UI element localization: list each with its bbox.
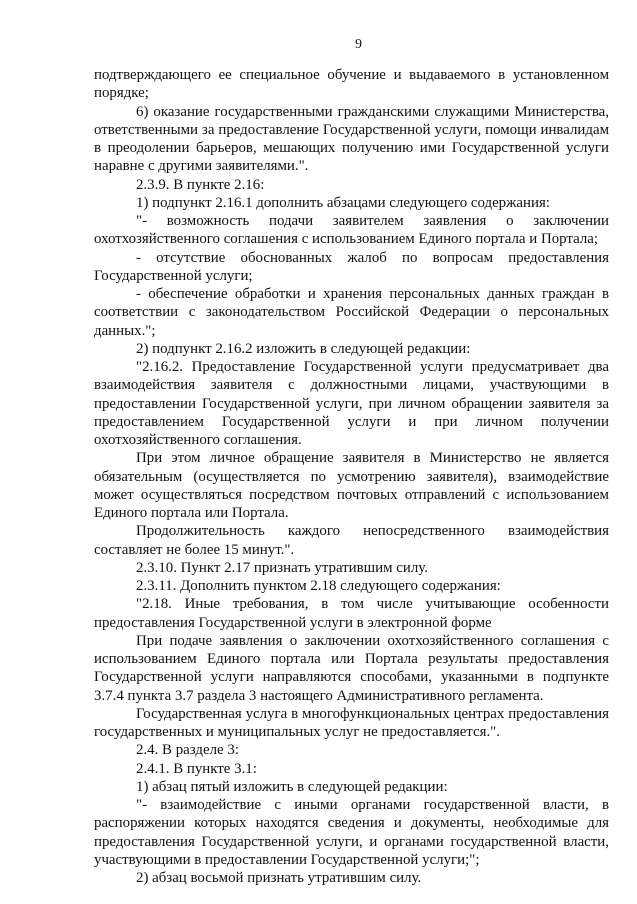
paragraph: - отсутствие обоснованных жалоб по вопросам предоставления Государственной услуги; [94, 249, 609, 284]
paragraph: 1) подпункт 2.16.1 дополнить абзацами следующего содержания: [136, 194, 550, 211]
paragraph: 2.3.9. В пункте 2.16: [136, 176, 265, 193]
paragraph: 2.3.10. Пункт 2.17 признать утратившим силу. [136, 559, 428, 576]
paragraph: "2.18. Иные требования, в том числе учитывающие особенности предоставления Государственной услуги в электронной форме [94, 596, 609, 631]
paragraph: Продолжительность каждого непосредственного взаимодействия составляет не более 15 минут.". [94, 523, 609, 558]
paragraph: 2.4.1. В пункте 3.1: [136, 760, 257, 777]
paragraph: 6) оказание государственными гражданскими служащими Министерства, ответственными за предоставление Государственной услуги, помощи инвалидам в преодолении барьеров, мешающих получению ими Государственной услуги наравне с другими заявителями.". [94, 103, 609, 175]
paragraph: Государственная услуга в многофункциональных центрах предоставления государственных и муниципальных услуг не предоставляется.". [94, 705, 609, 740]
page-number: 9 [355, 37, 362, 52]
paragraph: При этом личное обращение заявителя в Министерство не является обязательным (осуществляется по усмотрению заявителя), взаимодействие может осуществляться посредством почтовых отправлений с использованием Единого портала или Портала. [94, 450, 609, 521]
paragraph: "- взаимодействие с иными органами государственной власти, в распоряжении которых находятся сведения и документы, необходимые для предоставления Государственной услуги, и органами государственной власти, участвующими в предоставлении Государственной услуги;"; [94, 797, 609, 868]
paragraph: "- возможность подачи заявителем заявления о заключении охотхозяйственного соглашения с использованием Единого портала и Портала; [94, 213, 609, 248]
paragraph: 1) абзац пятый изложить в следующей редакции: [136, 778, 448, 795]
paragraph: подтверждающего ее специальное обучение и выдаваемого в установленном порядке; [94, 67, 609, 102]
paragraph: "2.16.2. Предоставление Государственной услуги предусматривает два взаимодействия заявителя с должностными лицами, участвующими в предоставлении Государственной услуги, при личном обращении заявителя за предоставлением Государственной услуги и при личном получении охотхозяйственного соглашения. [94, 359, 609, 448]
paragraph: 2.4. В разделе 3: [136, 742, 239, 759]
paragraph: 2) абзац восьмой признать утратившим силу. [136, 870, 422, 886]
paragraph: 2.3.11. Дополнить пунктом 2.18 следующего содержания: [136, 578, 501, 594]
paragraph: 2) подпункт 2.16.2 изложить в следующей редакции: [136, 340, 471, 357]
paragraph: - обеспечение обработки и хранения персональных данных граждан в соответствии с законодательством Российской Федерации о персональных данных."; [94, 286, 609, 339]
paragraph: При подаче заявления о заключении охотхозяйственного соглашения с использованием Единого портала или Портала результаты предоставления Государственной услуги направляются способами, указанными в подпункте 3.7.4 пункта 3.7 раздела 3 настоящего Административного регламента. [94, 632, 609, 704]
document-body [94, 66, 609, 887]
